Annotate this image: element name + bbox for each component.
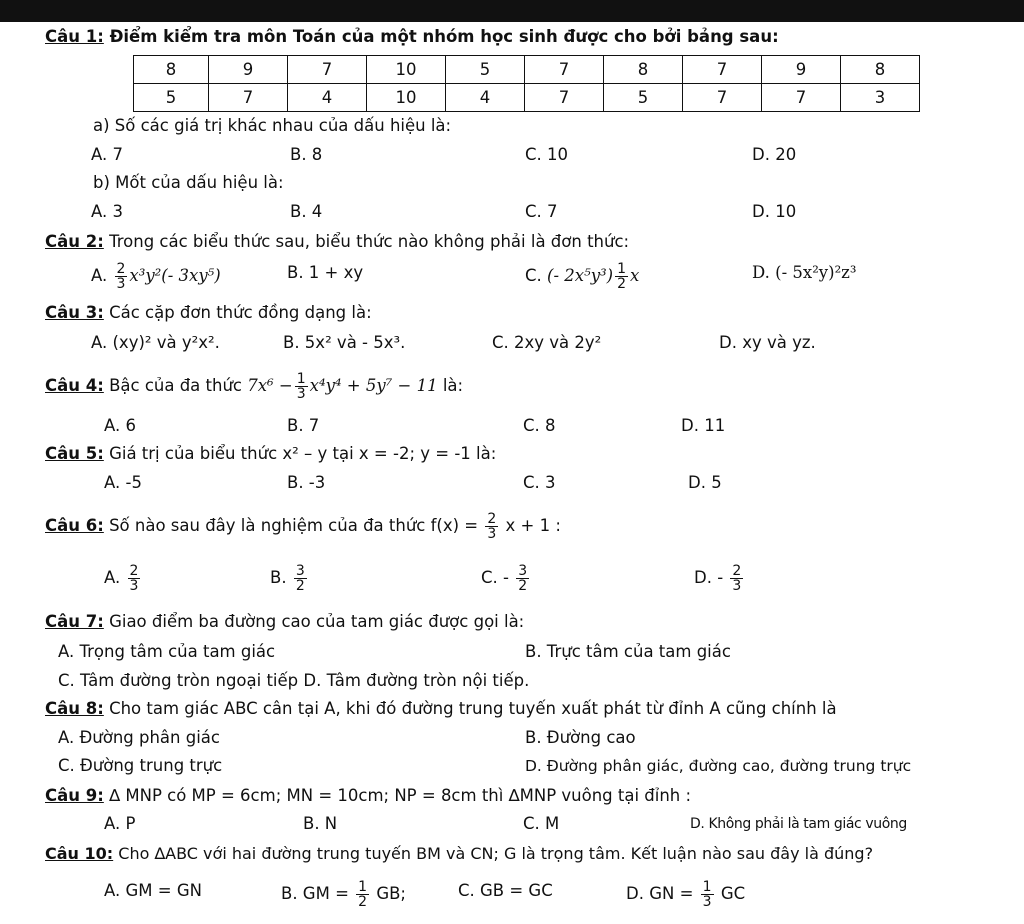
question-text: Cho ∆ABC với hai đường trung tuyến BM và CN; G là trọng tâm. Kết luận nào sau đây là đúng? (118, 844, 874, 863)
numerator: 2 (732, 563, 742, 579)
option-b: B. 4 (290, 202, 323, 221)
option-d (694, 564, 745, 593)
fraction (115, 262, 128, 291)
question-6 (45, 512, 561, 541)
option-a (91, 262, 221, 291)
question-1a-text: a) Số các giá trị khác nhau của dấu hiệu là: (93, 116, 452, 135)
option-d: D. 11 (681, 416, 726, 435)
expression: 7x⁶ − (247, 376, 293, 395)
table-cell: 7 (288, 56, 367, 84)
option-b (281, 880, 406, 909)
option-b: B. Đường cao (525, 728, 636, 747)
fraction (295, 372, 308, 401)
option-c: C. 3 (523, 473, 556, 492)
fraction (128, 564, 141, 593)
option-letter: A. (104, 568, 121, 587)
table-cell: 3 (841, 84, 920, 112)
question-9 (45, 785, 691, 807)
table-cell: 7 (683, 56, 762, 84)
option-b: B. 8 (290, 145, 323, 164)
question-1 (45, 26, 779, 48)
option-d: D. 10 (752, 202, 797, 221)
option-d: D. xy và yz. (719, 333, 816, 352)
question-text: x + 1 : (505, 516, 561, 535)
question-label: Câu 10: (45, 844, 114, 863)
table-cell: 9 (209, 56, 288, 84)
option-a: A. Trọng tâm của tam giác (58, 642, 276, 661)
question-label: Câu 7: (45, 612, 104, 631)
expression: x⁴y⁴ + 5y⁷ − 11 (309, 376, 438, 395)
question-3 (45, 302, 372, 324)
table-row (134, 56, 920, 84)
table-cell: 8 (604, 56, 683, 84)
fraction (516, 564, 529, 593)
fraction (701, 880, 714, 909)
table-cell: 7 (762, 84, 841, 112)
option-c: C. 7 (525, 202, 558, 221)
option-c (481, 564, 531, 593)
option-c: C. M (523, 814, 560, 833)
option-d: D. 5 (688, 473, 722, 492)
question-label: Câu 3: (45, 303, 104, 322)
expression: (- 2x⁵y³) (547, 266, 614, 285)
numerator: 1 (702, 879, 712, 895)
fraction (294, 564, 307, 593)
table-cell: 7 (683, 84, 762, 112)
denominator: 3 (129, 578, 139, 594)
numerator: 1 (617, 261, 627, 277)
option-a: A. GM = GN (104, 881, 202, 900)
question-1b-text: b) Mốt của dấu hiệu là: (93, 173, 284, 192)
table-cell: 4 (446, 84, 525, 112)
option-a (104, 564, 142, 593)
option-c-d: C. Tâm đường tròn ngoại tiếp D. Tâm đường tròn nội tiếp. (58, 671, 530, 690)
expression: x (630, 266, 640, 285)
table-cell: 8 (841, 56, 920, 84)
option-letter: C. - (481, 568, 509, 587)
table-cell: 8 (134, 56, 209, 84)
question-label: Câu 1: (45, 27, 104, 46)
option-b: B. Trực tâm của tam giác (525, 642, 731, 661)
question-text: Điểm kiểm tra môn Toán của một nhóm học sinh được cho bởi bảng sau: (109, 27, 779, 46)
table-cell: 5 (134, 84, 209, 112)
question-text: Giao điểm ba đường cao của tam giác được gọi là: (109, 612, 525, 631)
expression: x³y²(- 3xy⁵) (129, 266, 221, 285)
fraction (615, 262, 628, 291)
expression: GC (720, 884, 746, 903)
numerator: 2 (487, 511, 497, 527)
denominator: 3 (296, 386, 306, 402)
question-text: Số nào sau đây là nghiệm của đa thức f(x) = (109, 516, 479, 535)
option-a: A. 6 (104, 416, 136, 435)
question-label: Câu 2: (45, 232, 104, 251)
expression: B. GM = (281, 884, 349, 903)
option-letter: A. (91, 266, 108, 285)
question-text: ∆ MNP có MP = 6cm; MN = 10cm; NP = 8cm thì ∆MNP vuông tại đỉnh : (109, 786, 692, 805)
table-cell: 7 (525, 84, 604, 112)
question-7 (45, 611, 524, 633)
table-cell: 10 (367, 56, 446, 84)
option-letter: D. - (694, 568, 724, 587)
option-c (525, 262, 639, 291)
question-4 (45, 372, 463, 401)
numerator: 1 (358, 879, 368, 895)
table-cell: 7 (209, 84, 288, 112)
option-a: A. (xy)² và y²x². (91, 333, 220, 352)
option-a: A. 7 (91, 145, 123, 164)
denominator: 2 (295, 578, 305, 594)
option-letter: C. (525, 266, 542, 285)
expression: GB; (376, 884, 406, 903)
question-label: Câu 4: (45, 376, 104, 395)
table-cell: 5 (604, 84, 683, 112)
option-a: A. P (104, 814, 136, 833)
option-c: C. 8 (523, 416, 556, 435)
numerator: 3 (295, 563, 305, 579)
option-d (626, 880, 745, 909)
question-10 (45, 843, 873, 865)
question-label: Câu 5: (45, 444, 104, 463)
question-text: Các cặp đơn thức đồng dạng là: (109, 303, 372, 322)
question-8 (45, 698, 837, 720)
numerator: 1 (296, 371, 306, 387)
option-d: D. (- 5x²y)²z³ (752, 263, 857, 282)
numerator: 3 (518, 563, 528, 579)
option-a: A. Đường phân giác (58, 728, 220, 747)
expression: D. GN = (626, 884, 694, 903)
question-label: Câu 6: (45, 516, 104, 535)
table-row (134, 84, 920, 112)
denominator: 2 (358, 894, 368, 910)
denominator: 3 (487, 526, 497, 542)
denominator: 2 (617, 276, 627, 292)
table-cell: 10 (367, 84, 446, 112)
table-cell: 9 (762, 56, 841, 84)
option-b: B. 5x² và - 5x³. (283, 333, 406, 352)
option-a: A. -5 (104, 473, 142, 492)
option-d: D. Đường phân giác, đường cao, đường trung trực (525, 757, 912, 775)
question-text: Giá trị của biểu thức x² – y tại x = -2; y = -1 là: (109, 444, 497, 463)
option-b: B. 1 + xy (287, 263, 364, 282)
option-b (270, 564, 309, 593)
option-c: C. GB = GC (458, 881, 553, 900)
question-label: Câu 8: (45, 699, 104, 718)
top-black-bar (0, 0, 1024, 22)
fraction (356, 880, 369, 909)
option-b: B. N (303, 814, 338, 833)
option-d: D. 20 (752, 145, 797, 164)
denominator: 3 (732, 578, 742, 594)
table-cell: 5 (446, 56, 525, 84)
question-label: Câu 9: (45, 786, 104, 805)
denominator: 3 (116, 276, 126, 292)
question-2 (45, 231, 629, 253)
question-text: là: (442, 376, 464, 395)
question-text: Trong các biểu thức sau, biểu thức nào không phải là đơn thức: (109, 232, 630, 251)
option-a: A. 3 (91, 202, 123, 221)
question-5 (45, 443, 496, 465)
option-b: B. -3 (287, 473, 326, 492)
option-c: C. 2xy và 2y² (492, 333, 602, 352)
fraction (485, 512, 498, 541)
question-text: Bậc của đa thức (109, 376, 242, 395)
option-c: C. 10 (525, 145, 569, 164)
option-c: C. Đường trung trực (58, 756, 223, 775)
table-cell: 4 (288, 84, 367, 112)
fraction (730, 564, 743, 593)
option-letter: B. (270, 568, 287, 587)
numerator: 2 (116, 261, 126, 277)
score-table (133, 55, 920, 112)
option-b: B. 7 (287, 416, 320, 435)
denominator: 3 (702, 894, 712, 910)
table-cell: 7 (525, 56, 604, 84)
option-d: D. Không phải là tam giác vuông (690, 816, 907, 832)
question-text: Cho tam giác ABC cân tại A, khi đó đường trung tuyến xuất phát từ đỉnh A cũng chính là (109, 699, 837, 718)
numerator: 2 (129, 563, 139, 579)
denominator: 2 (518, 578, 528, 594)
